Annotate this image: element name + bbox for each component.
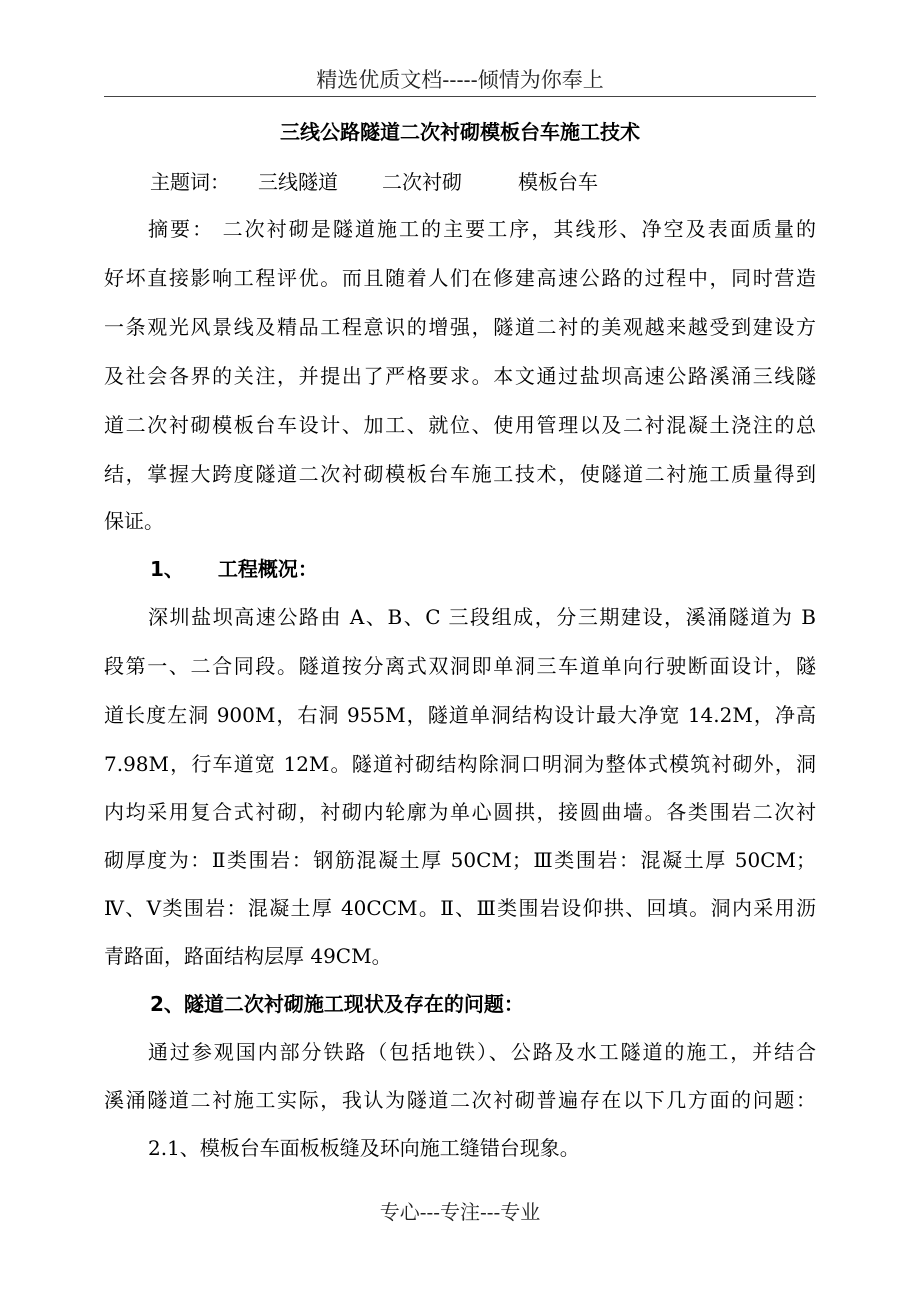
section-1-line: Ⅳ、Ⅴ类围岩：混凝土厚 40CCM。Ⅱ、Ⅲ类围岩设仰拱、回填。洞内采用沥	[104, 896, 816, 920]
abstract-line: 摘要： 二次衬砌是隧道施工的主要工序，其线形、净空及表面质量的	[148, 217, 816, 241]
section-1-line: 段第一、二合同段。隧道按分离式双洞即单洞三车道单向行驶断面设计，隧	[104, 654, 816, 678]
abstract-line: 结，掌握大跨度隧道二次衬砌模板台车施工技术，使隧道二衬施工质量得到	[104, 462, 816, 486]
keyword-2: 二次衬砌	[382, 170, 462, 194]
header-rule	[104, 96, 816, 97]
abstract-line: 一条观光风景线及精品工程意识的增强，隧道二衬的美观越来越受到建设方	[104, 315, 816, 339]
page-header: 精选优质文档-----倾情为你奉上	[316, 68, 604, 92]
page-footer: 专心---专注---专业	[379, 1200, 541, 1224]
keywords-line	[150, 166, 598, 195]
section-1-line: 道长度左洞 900M，右洞 955M，隧道单洞结构设计最大净宽 14.2M，净高	[104, 703, 816, 727]
abstract-line: 及社会各界的关注，并提出了严格要求。本文通过盐坝高速公路溪涌三线隧	[104, 364, 816, 388]
section-1-line: 内均采用复合式衬砌，衬砌内轮廓为单心圆拱，接圆曲墙。各类围岩二次衬	[104, 800, 816, 824]
section-1-title: 工程概况：	[217, 557, 318, 581]
section-2-line: 通过参观国内部分铁路（包括地铁）、公路及水工隧道的施工，并结合	[148, 1040, 816, 1064]
abstract-line: 好坏直接影响工程评优。而且随着人们在修建高速公路的过程中，同时营造	[104, 266, 816, 290]
section-1-line: 深圳盐坝高速公路由 A、B、C 三段组成，分三期建设，溪涌隧道为 B	[148, 605, 816, 629]
subsection-2-1-heading: 2.1、模板台车面板板缝及环向施工缝错台现象。	[148, 1136, 580, 1160]
keyword-3: 模板台车	[518, 170, 598, 194]
keyword-1: 三线隧道	[258, 170, 338, 194]
section-1-line: 7.98M，行车道宽 12M。隧道衬砌结构除洞口明洞为整体式模筑衬砌外，洞	[104, 752, 816, 776]
abstract-line: 保证。	[104, 509, 164, 533]
section-1-number: 1、	[150, 557, 184, 581]
abstract-line: 道二次衬砌模板台车设计、加工、就位、使用管理以及二衬混凝土浇注的总	[104, 413, 816, 437]
section-2-line: 溪涌隧道二衬施工实际，我认为隧道二次衬砌普遍存在以下几方面的问题：	[104, 1088, 816, 1112]
document-title: 三线公路隧道二次衬砌模板台车施工技术	[280, 120, 640, 144]
section-1-line: 砌厚度为：Ⅱ类围岩：钢筋混凝土厚 50CM；Ⅲ类围岩：混凝土厚 50CM；	[104, 848, 816, 872]
section-1-heading	[150, 553, 318, 582]
section-1-line: 青路面，路面结构层厚 49CM。	[104, 944, 392, 968]
keywords-label: 主题词：	[150, 170, 230, 194]
section-2-heading: 2、隧道二次衬砌施工现状及存在的问题：	[150, 992, 524, 1016]
